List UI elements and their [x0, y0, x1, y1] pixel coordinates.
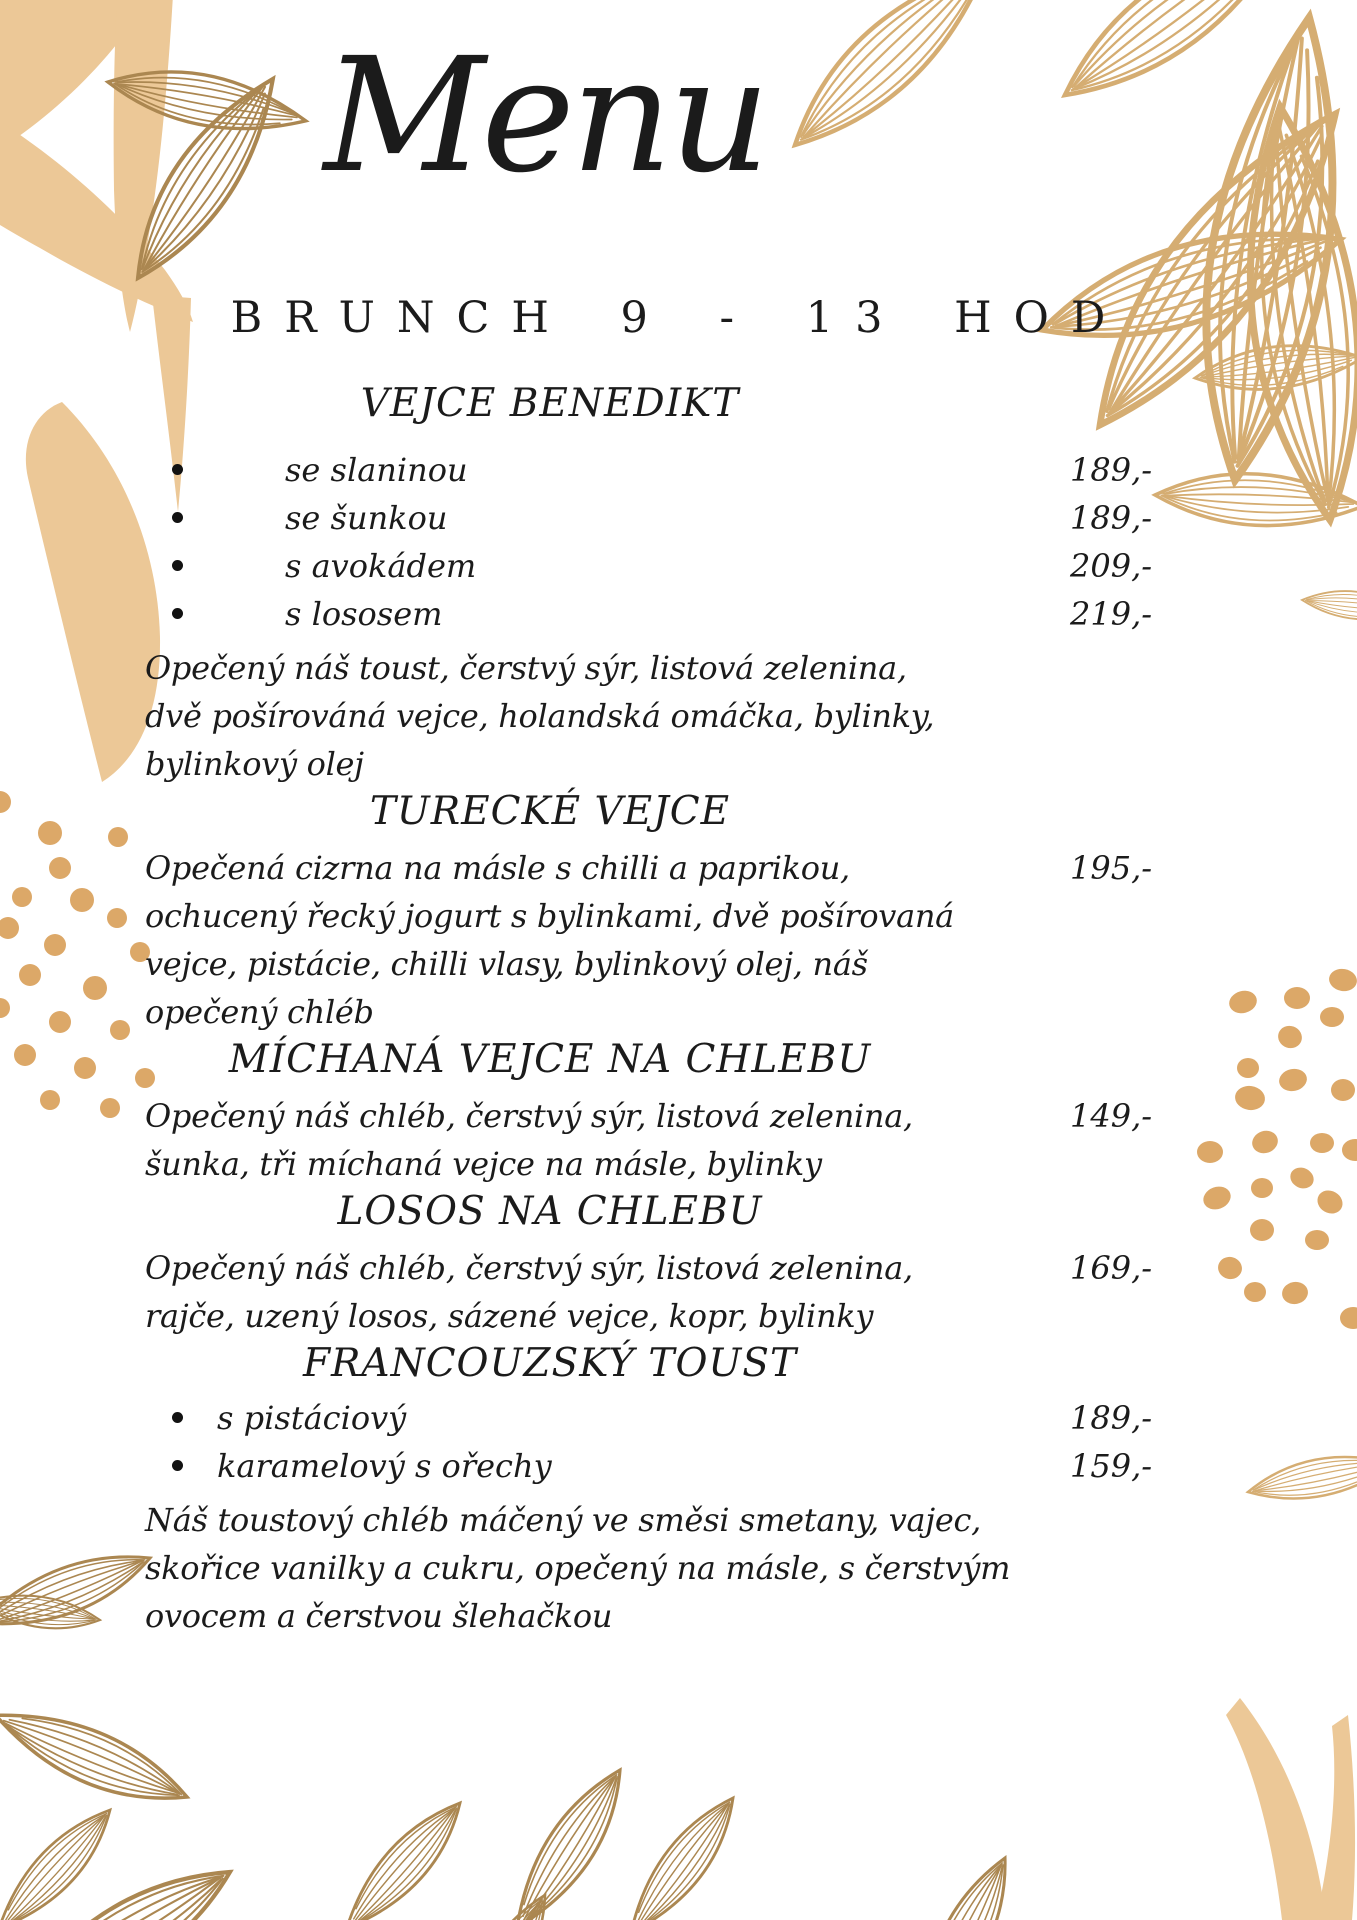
menu-item-label: s avokádem: [285, 547, 477, 585]
item-list: [145, 1394, 1175, 1490]
menu-item-price: 159,-: [1070, 1447, 1153, 1485]
menu-item-row: [145, 542, 1175, 590]
menu-item-price: 209,-: [1070, 547, 1153, 585]
section-heading: FRANCOUZSKÝ TOUST: [302, 1341, 798, 1386]
description-line: Opečený náš toust, čerstvý sýr, listová zelenina,: [145, 649, 907, 687]
description-line: Opečená cizrna na másle s chilli a paprikou,: [145, 849, 850, 887]
section-description: [145, 644, 1175, 788]
menu-section-francouzsky-toust: [145, 1340, 1175, 1640]
section-description: [145, 1496, 1175, 1640]
menu-item-label: se slaninou: [285, 451, 468, 489]
description-line: opečený chléb: [145, 993, 374, 1031]
description-line: ochucený řecký jogurt s bylinkami, dvě pošírovaná: [145, 897, 954, 935]
menu-item-price: 189,-: [1070, 1399, 1153, 1437]
bullet-icon: [172, 1460, 183, 1471]
menu-script-title: Menu: [323, 24, 767, 208]
description-line: bylinkový olej: [145, 745, 364, 783]
menu-item-label: se šunkou: [285, 499, 448, 537]
section-heading: LOSOS NA CHLEBU: [337, 1189, 763, 1234]
menu-section-michana-vejce: [145, 1036, 1175, 1188]
menu-section-losos-na-chlebu: [145, 1188, 1175, 1340]
description-line: šunka, tři míchaná vejce na másle, bylinky: [145, 1145, 822, 1183]
section-price: 169,-: [1070, 1249, 1153, 1287]
menu-section-vejce-benedikt: [145, 380, 1175, 788]
bullet-icon: [172, 512, 183, 523]
bullet-icon: [172, 608, 183, 619]
description-line: ovocem a čerstvou šlehačkou: [145, 1597, 613, 1635]
menu-item-row: [145, 590, 1175, 638]
menu-item-row: [145, 446, 1175, 494]
menu-item-row: [145, 1442, 1175, 1490]
menu-item-label: karamelový s ořechy: [217, 1447, 552, 1485]
menu-item-price: 219,-: [1070, 595, 1153, 633]
section-description: [145, 844, 1175, 1036]
section-heading: MÍCHANÁ VEJCE NA CHLEBU: [228, 1037, 872, 1082]
section-heading: VEJCE BENEDIKT: [360, 381, 740, 426]
menu-item-row: [145, 494, 1175, 542]
menu-subtitle: BRUNCH 9 - 13 HOD: [230, 293, 1128, 343]
menu-item-label: s lososem: [285, 595, 443, 633]
menu-item-row: [145, 1394, 1175, 1442]
description-line: skořice vanilky a cukru, opečený na másle, s čerstvým: [145, 1549, 1011, 1587]
section-price: 149,-: [1070, 1097, 1153, 1135]
section-description: [145, 1092, 1175, 1188]
description-line: vejce, pistácie, chilli vlasy, bylinkový olej, náš: [145, 945, 868, 983]
description-line: Opečený náš chléb, čerstvý sýr, listová zelenina,: [145, 1097, 913, 1135]
item-list: [145, 446, 1175, 638]
description-line: dvě pošírováná vejce, holandská omáčka, bylinky,: [145, 697, 935, 735]
section-heading: TURECKÉ VEJCE: [369, 789, 731, 834]
bullet-icon: [172, 1412, 183, 1423]
bullet-icon: [172, 464, 183, 475]
bullet-icon: [172, 560, 183, 571]
section-description: [145, 1244, 1175, 1340]
menu-section-turecke-vejce: [145, 788, 1175, 1036]
menu-item-price: 189,-: [1070, 451, 1153, 489]
menu-item-label: s pistáciový: [217, 1399, 407, 1437]
description-line: Opečený náš chléb, čerstvý sýr, listová zelenina,: [145, 1249, 913, 1287]
section-price: 195,-: [1070, 849, 1153, 887]
menu-item-price: 189,-: [1070, 499, 1153, 537]
description-line: Náš toustový chléb máčený ve směsi smetany, vajec,: [145, 1501, 982, 1539]
menu-body: [145, 380, 1175, 1640]
description-line: rajče, uzený losos, sázené vejce, kopr, bylinky: [145, 1297, 874, 1335]
